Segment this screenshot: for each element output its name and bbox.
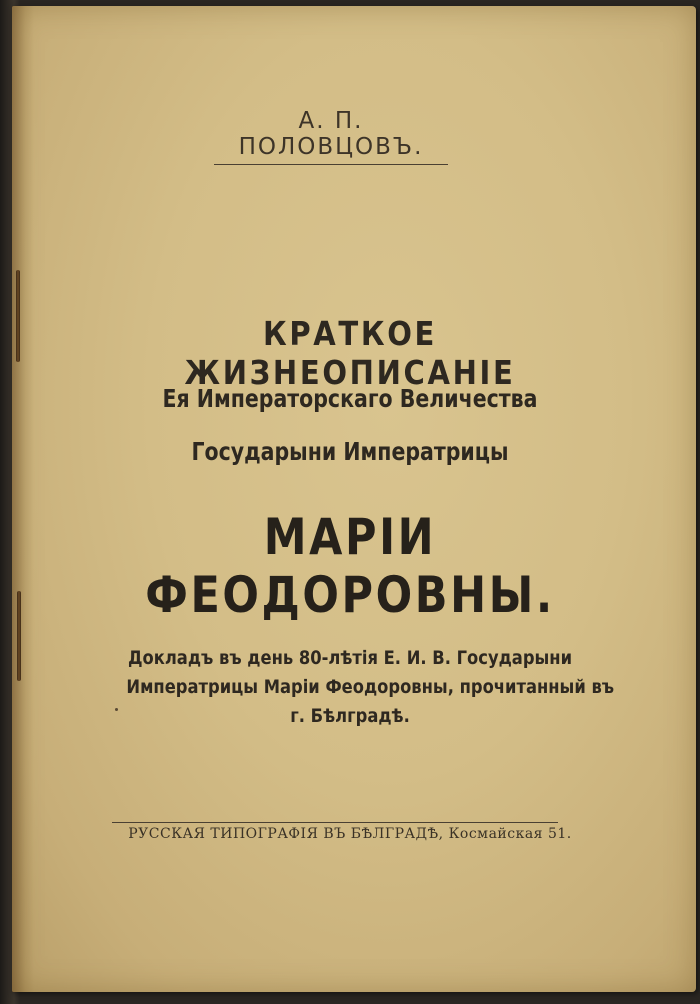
report-line-2: Императрицы Маріи Феодоровны, прочитанный въ	[126, 676, 615, 698]
staple-top	[16, 270, 20, 362]
author-name: А. П. ПОЛОВЦОВЪ.	[214, 108, 448, 165]
title-line-2: Ея Императорскаго Величества	[162, 384, 538, 413]
spine-shadow	[12, 6, 34, 992]
title-line-3: Государыни Императрицы	[191, 437, 509, 466]
report-line-1: Докладъ въ день 80-лѣтія Е. И. В. Государыни	[127, 647, 573, 669]
report-subtitle	[90, 644, 615, 731]
title-name: МАРІИ ФЕОДОРОВНЫ.	[145, 508, 555, 624]
printer-divider	[112, 822, 558, 823]
printer-imprint: РУССКАЯ ТИПОГРАФІЯ ВЪ БѢЛГРАДѢ, Космайская 51.	[128, 826, 572, 842]
title-line-1: КРАТКОЕ ЖИЗНЕОПИСАНІЕ	[184, 314, 516, 392]
staple-bottom	[17, 591, 21, 681]
report-line-3: г. Бѣлградѣ.	[290, 705, 410, 727]
